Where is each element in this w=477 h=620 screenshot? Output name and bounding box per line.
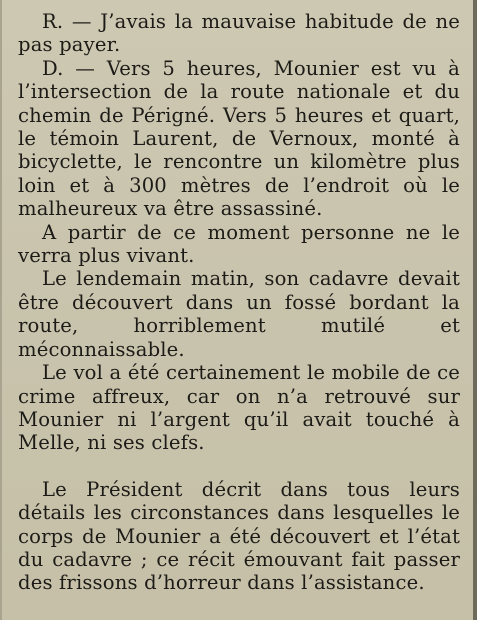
paragraph-body-found: Le lendemain matin, son cadavre devait être découvert dans un fossé bordant la route, horriblement mutilé et méconnaissable.	[18, 267, 460, 361]
paragraph-motive: Le vol a été certainement le mobile de ce crime affreux, car on n’a retrouvé sur Mounier ni l’argent qu’il avait touché à Melle, ni ses clefs.	[18, 361, 460, 455]
paragraph-last-seen: A partir de ce moment personne ne le verra plus vivant.	[18, 220, 460, 268]
paragraph-president: Le Président décrit dans tous leurs détails les circonstances dans lesquelles le corps de Mounier a été découvert et l’état du cadavre ; ce récit émouvant fait passer des frissons d’horreur dans l’assistance.	[18, 477, 460, 595]
page-left-edge	[0, 0, 2, 620]
article-column	[18, 10, 460, 595]
paragraph-gap	[18, 455, 460, 478]
paragraph-reply: R. — J’avais la mauvaise habitude de ne pas payer.	[18, 10, 460, 57]
page-right-edge	[473, 0, 477, 620]
paragraph-question-timeline: D. — Vers 5 heures, Mounier est vu à l’intersection de la route nationale et du chemin de Périgné. Vers 5 heures et quart, le témoin Laurent, de Vernoux, monté à bicyclette, le rencontre un kilomètre plus loin et à 300 mètres de l’endroit où le malheureux va être assassiné.	[18, 56, 460, 221]
